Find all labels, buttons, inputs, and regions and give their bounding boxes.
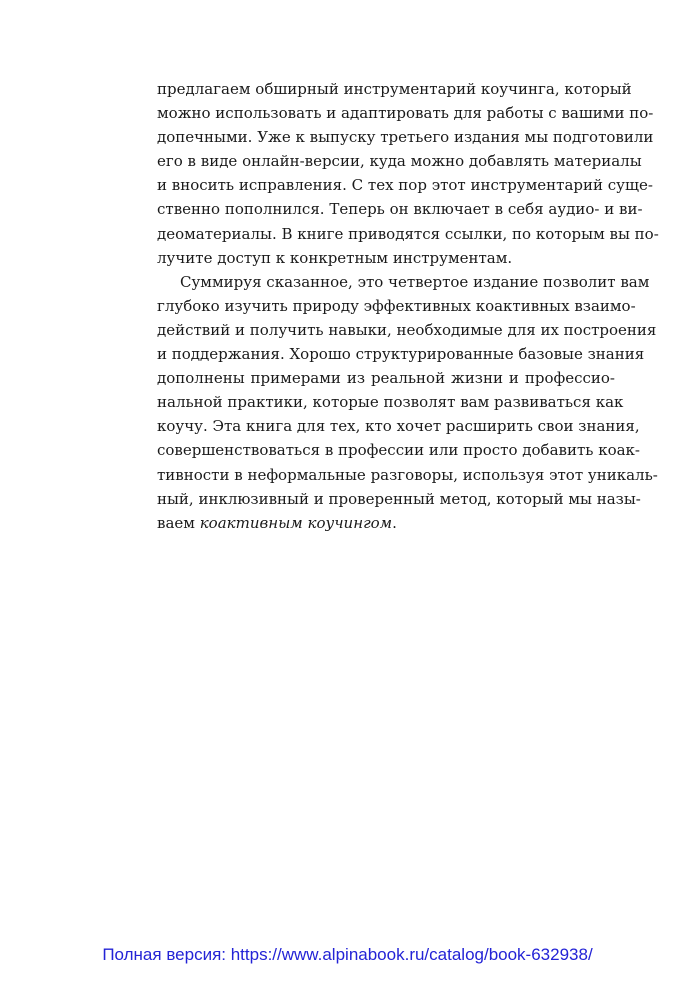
text-line: предлагаем обширный инструментарий коучинга, который bbox=[157, 80, 632, 98]
final-line-prefix: ваем bbox=[157, 513, 200, 532]
text-line: совершенствоваться в профессии или просто добавить коак- bbox=[157, 441, 640, 460]
text-line: его в виде онлайн-версии, куда можно добавлять материалы bbox=[157, 152, 642, 171]
text-line: ный, инклюзивный и проверенный метод, который мы назы- bbox=[157, 489, 641, 508]
text-line: дополнены примерами из реальной жизни и профессио- bbox=[157, 369, 615, 388]
final-line-suffix: . bbox=[392, 513, 397, 532]
text-line: глубоко изучить природу эффективных коактивных взаимо- bbox=[157, 296, 636, 315]
text-line: коучу. Эта книга для тех, кто хочет расширить свои знания, bbox=[157, 417, 640, 436]
paragraph-2 bbox=[157, 270, 658, 535]
text-line: нальной практики, которые позволят вам развиваться как bbox=[157, 393, 624, 412]
text-line: ственно пополнился. Теперь он включает в себя аудио- и ви- bbox=[157, 200, 643, 219]
text-line: деоматериалы. В книге приводятся ссылки, по которым вы по- bbox=[157, 224, 659, 243]
emphasized-term: коактивным коучингом bbox=[199, 513, 393, 532]
text-line-final bbox=[157, 511, 615, 535]
text-line: можно использовать и адаптировать для работы с вашими по- bbox=[157, 104, 654, 123]
full-version-link[interactable]: Полная версия: https://www.alpinabook.ru/catalog/book-632938/ bbox=[102, 945, 593, 964]
text-line: и поддержания. Хорошо структурированные базовые знания bbox=[157, 345, 645, 364]
text-line: лучите доступ к конкретным инструментам. bbox=[157, 248, 513, 267]
text-line: действий и получить навыки, необходимые для их построения bbox=[157, 320, 657, 339]
text-line: допечными. Уже к выпуску третьего издания мы подготовили bbox=[157, 128, 654, 147]
text-line: Суммируя сказанное, это четвертое издание позволит вам bbox=[180, 272, 650, 291]
body-text bbox=[157, 77, 659, 535]
paragraph-1 bbox=[157, 77, 659, 270]
text-line: и вносить исправления. С тех пор этот инструментарий суще- bbox=[157, 176, 653, 195]
text-line: тивности в неформальные разговоры, используя этот уникаль- bbox=[157, 465, 658, 484]
